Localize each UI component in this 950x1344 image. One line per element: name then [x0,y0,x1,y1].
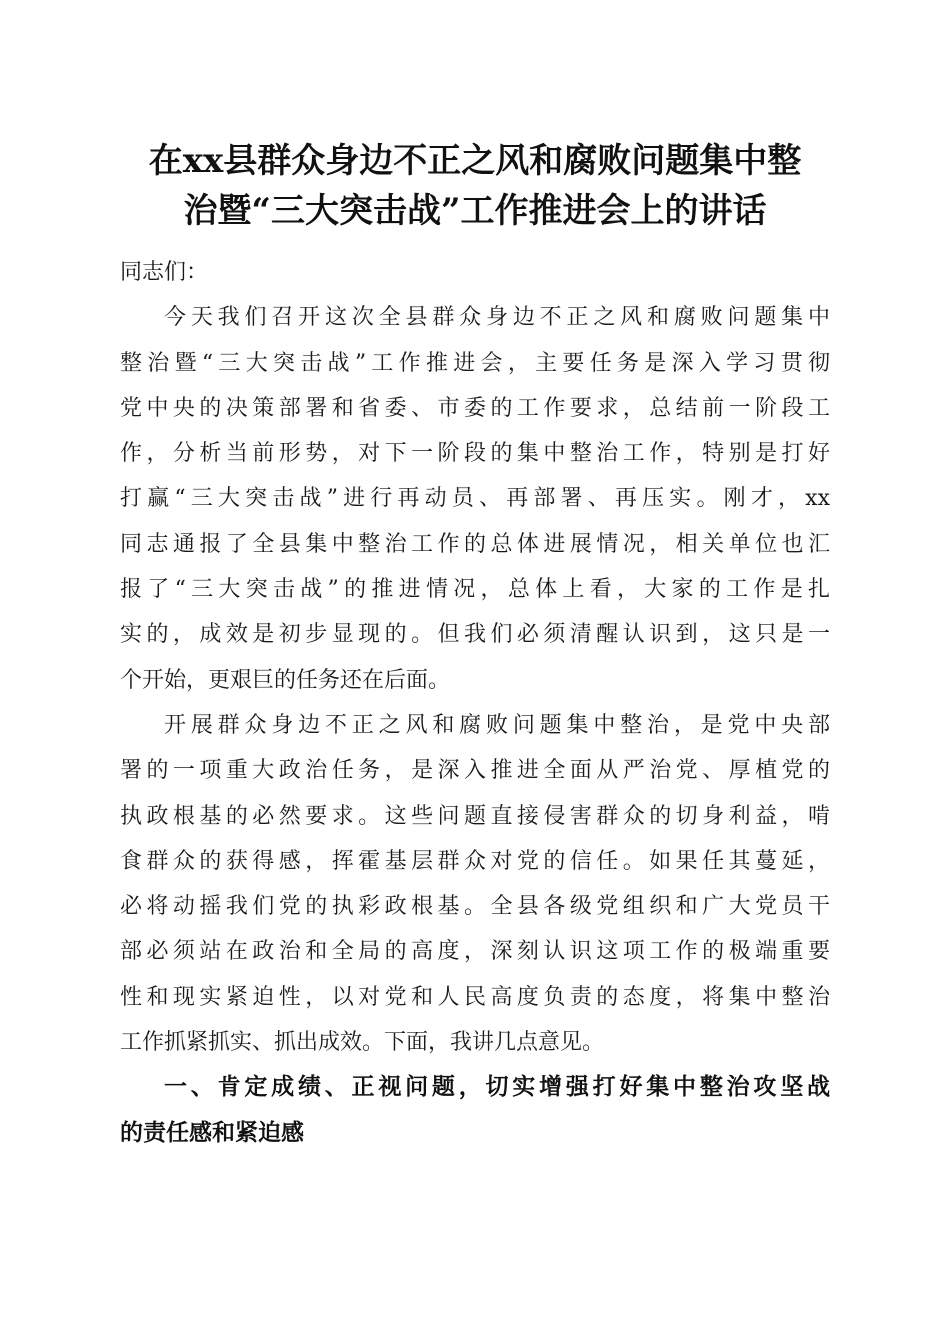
paragraph-1-line: 同志通报了全县集中整治工作的总体进展情况，相关单位也汇 [120,531,830,557]
paragraph-1-line: 今天我们召开这次全县群众身边不正之风和腐败问题集中 [164,305,830,331]
paragraph-1-line: 作，分析当前形势，对下一阶段的集中整治工作，特别是打好 [120,441,830,467]
paragraph-1-line: 报了“三大突击战”的推进情况，总体上看，大家的工作是扎 [120,577,830,603]
title-line-1: 在xx县群众身边不正之风和腐败问题集中整 [148,141,802,181]
paragraph-1-line: 实的，成效是初步显现的。但我们必须清醒认识到，这只是一 [120,622,830,648]
paragraph-2-line: 部必须站在政治和全局的高度，深刻认识这项工作的极端重要 [120,939,830,965]
section-heading-line: 一、肯定成绩、正视问题，切实增强打好集中整治攻坚战 [164,1074,830,1101]
salutation: 同志们： [120,260,209,285]
document-title [100,136,850,236]
paragraph-2-line: 工作抓紧抓实、抓出成效。下面，我讲几点意见。 [120,1030,605,1056]
paragraph-2-line: 开展群众身边不正之风和腐败问题集中整治，是党中央部 [164,712,830,738]
paragraph-1-line: 党中央的决策部署和省委、市委的工作要求，总结前一阶段工 [120,395,830,421]
paragraph-2-line: 署的一项重大政治任务，是深入推进全面从严治党、厚植党的 [120,758,830,784]
paragraph-2-line: 性和现实紧迫性，以对党和人民高度负责的态度，将集中整治 [120,984,830,1010]
title-line-2: 治暨“三大突击战”工作推进会上的讲话 [183,191,767,231]
document-body [120,250,830,1156]
paragraph-1-line: 打赢“三大突击战”进行再动员、再部署、再压实。刚才，xx [120,486,830,512]
paragraph-2-line: 必将动摇我们党的执彩政根基。全县各级党组织和广大党员干 [120,894,830,920]
paragraph-2-line: 执政根基的必然要求。这些问题直接侵害群众的切身利益，啃 [120,803,830,829]
paragraph-1-line: 整治暨“三大突击战”工作推进会，主要任务是深入学习贯彻 [120,350,830,376]
section-heading-line: 的责任感和紧迫感 [120,1119,304,1146]
paragraph-1-line: 个开始，更艰巨的任务还在后面。 [120,667,451,693]
paragraph-2-line: 食群众的获得感，挥霍基层群众对党的信任。如果任其蔓延， [120,848,830,874]
